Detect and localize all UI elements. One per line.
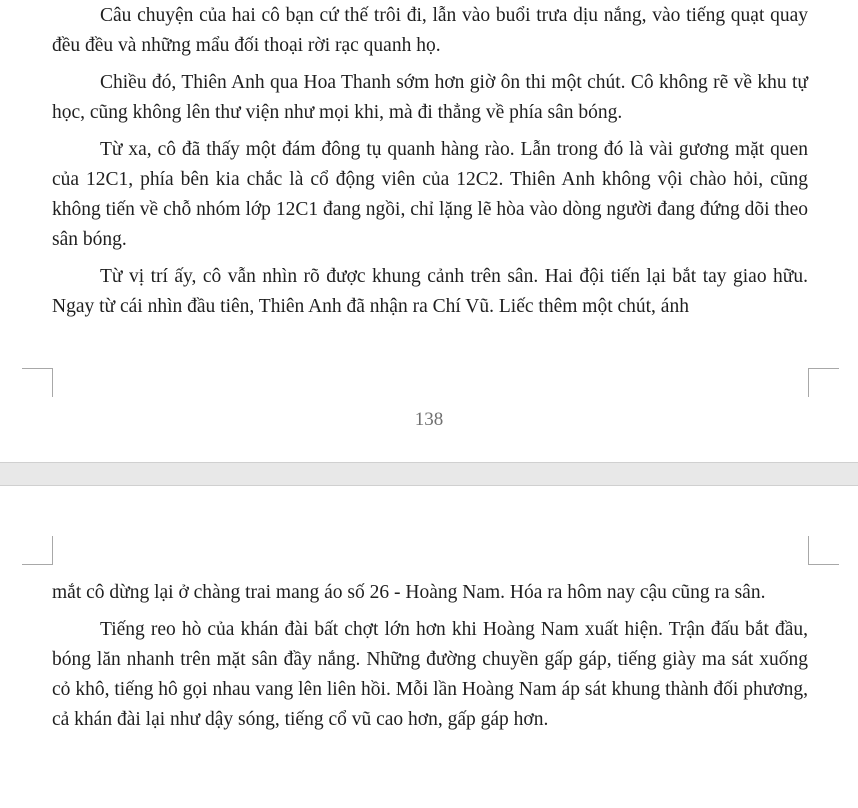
- paragraph: Chiều đó, Thiên Anh qua Hoa Thanh sớm hơn giờ ôn thi một chút. Cô không rẽ về khu tự học, cũng không lên thư viện như mọi khi, mà đi thẳng về phía sân bóng.: [52, 72, 808, 123]
- document-page-bottom: [0, 486, 858, 808]
- crop-mark-bottom-right: [808, 368, 839, 397]
- paragraph: Từ vị trí ấy, cô vẫn nhìn rõ được khung cảnh trên sân. Hai đội tiến lại bắt tay giao hữu. Ngay từ cái nhìn đầu tiên, Thiên Anh đã nhận ra Chí Vũ. Liếc thêm một chút, ánh: [52, 266, 808, 317]
- page-body-text: [52, 1, 808, 329]
- paragraph: Tiếng reo hò của khán đài bất chợt lớn hơn khi Hoàng Nam xuất hiện. Trận đấu bắt đầu, bóng lăn nhanh trên mặt sân đầy nắng. Những đường chuyền gấp gáp, tiếng giày ma sát xuống cỏ khô, tiếng hô gọi nhau vang lên liên hồi. Mỗi lần Hoàng Nam áp sát khung thành đối phương, cả khán đài lại như dậy sóng, tiếng cổ vũ cao hơn, gấp gáp hơn.: [52, 619, 808, 730]
- paragraph-continuation: mắt cô dừng lại ở chàng trai mang áo số 26 - Hoàng Nam. Hóa ra hôm nay cậu cũng ra sân.: [52, 582, 766, 603]
- paragraph: Câu chuyện của hai cô bạn cứ thế trôi đi, lẫn vào buổi trưa dịu nắng, vào tiếng quạt quay đều đều và những mẩu đối thoại rời rạc quanh họ.: [52, 5, 808, 56]
- page-separator: [0, 462, 858, 486]
- crop-mark-top-left: [22, 536, 53, 565]
- page-body-text: [52, 578, 808, 742]
- crop-mark-bottom-left: [22, 368, 53, 397]
- paragraph: Từ xa, cô đã thấy một đám đông tụ quanh hàng rào. Lẫn trong đó là vài gương mặt quen của 12C1, phía bên kia chắc là cổ động viên của 12C2. Thiên Anh không vội chào hỏi, cũng không tiến về chỗ nhóm lớp 12C1 đang ngồi, chỉ lặng lẽ hòa vào dòng người đang đứng dõi theo sân bóng.: [52, 139, 808, 250]
- crop-mark-top-right: [808, 536, 839, 565]
- page-number: 138: [414, 409, 444, 430]
